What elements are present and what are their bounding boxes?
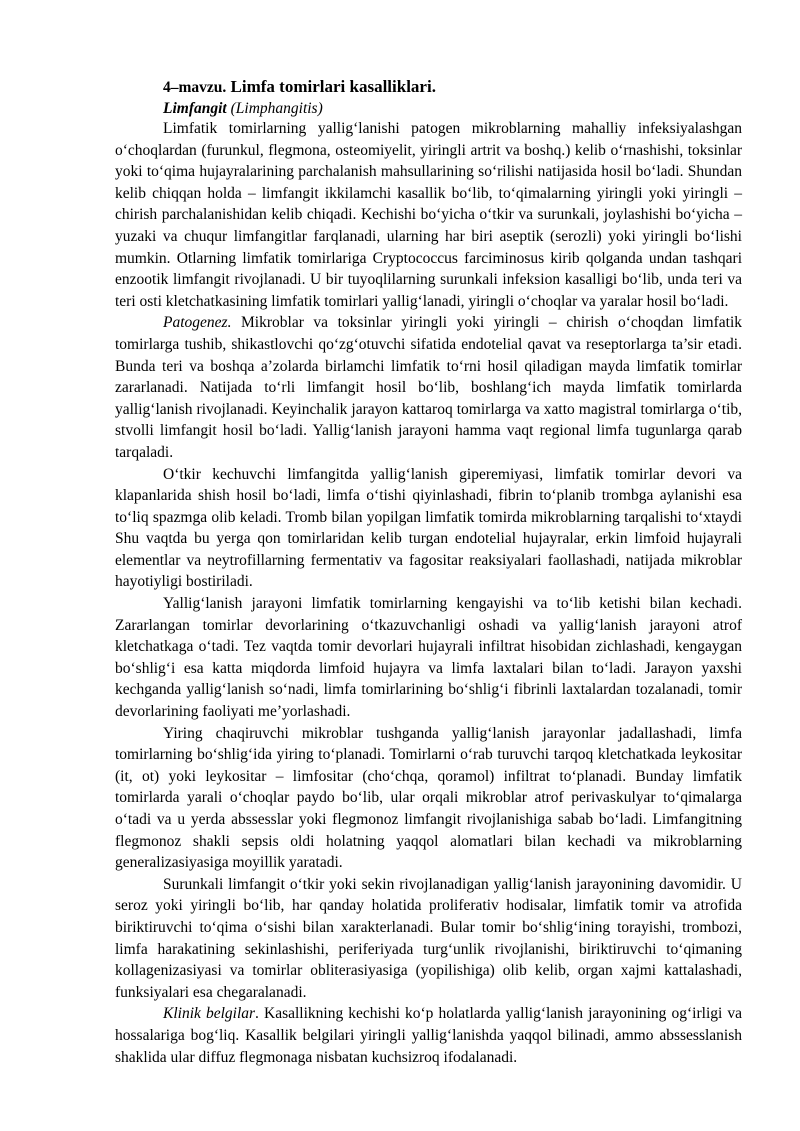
document-page <box>115 76 742 1068</box>
paragraph-label: Klinik belgilar <box>163 1005 256 1023</box>
topic-title: Limfa tomirlari kasalliklari. <box>230 77 436 96</box>
paragraph-label: Patogenez. <box>163 314 232 332</box>
paragraph-inflammation: Yallig‘lanish jarayoni limfatik tomirlarning kengayishi va to‘lib ketishi bilan kechadi. Zararlangan tomirlar devorlarining o‘tkazuvchanligi oshadi va yallig‘lanish jarayoni atrof kletchatkaga o‘tadi. Tez vaqtda tomir devorlari hujayrali infiltrat hisobidan zichlashadi, kengaygan bo‘shlig‘i esa katta miqdorda limfoid hujayra va limfa laxtalari bilan to‘ladi. Jarayon yaxshi kechganda yallig‘lanish so‘nadi, limfa tomirlarining bo‘shlig‘i fibrinli laxtalardan tozalanadi, tomir devorlarining faoliyati me’yorlashadi. <box>115 595 742 721</box>
paragraph-pathogenesis <box>115 312 742 463</box>
section-heading <box>163 99 742 118</box>
paragraph-chronic: Surunkali limfangit o‘tkir yoki sekin rivojlanadigan yallig‘lanish jarayonining davomidir. U seroz yoki yiringli bo‘lib, har qanday holatida proliferativ hodisalar, limfatik tomir va atrofida biriktiruvchi to‘qima o‘sishi bilan xarakterlanadi. Bular tomir bo‘shlig‘ining torayishi, trombozi, limfa harakatining sekinlashishi, periferiyada turg‘unlik rivojlanishi, biriktiruvchi to‘qimaning kollagenizasiyasi va tomirlar obliterasiyasiga (yopilishiga) olib kelib, organ xajmi kattalashadi, funksiyalari esa chegaralanadi. <box>115 875 742 1001</box>
paragraph-acute: O‘tkir kechuvchi limfangitda yallig‘lanish giperemiyasi, limfatik tomirlar devori va klapanlarida shish hosil bo‘ladi, limfa o‘tishi qiyinlashadi, fibrin to‘planib trombga aylanishi esa to‘liq spazmga olib keladi. Tromb bilan yopilgan limfatik tomirda mikroblarning tarqalishi to‘xtaydi Shu vaqtda bu yerga qon tomirlaridan kelib turgan endotelial hujayralar, erkin limfoid hujayrali elementlar va neytrofillarning fermentativ va fagositar reaksiyalari faollashadi, natijada mikroblar hayotiyligi bostiriladi. <box>115 465 742 591</box>
section-term: Limfangit <box>163 100 227 117</box>
section-latin-term: (Limphangitis) <box>230 100 323 117</box>
paragraph-text: . Kasallikning kechishi ko‘p holatlarda yallig‘lanish jarayonining og‘irligi va hossalariga bog‘liq. Kasallik belgilari yiringli yallig‘lanishda yaqqol bilinadi, ammo abssesslanish shaklida ular diffuz flegmonaga nisbatan kuchsizroq ifodalanadi. <box>115 1005 743 1066</box>
topic-number: 4–mavzu. <box>163 79 227 96</box>
paragraph-purulent: Yiring chaqiruvchi mikroblar tushganda yallig‘lanish jarayonlar jadallashadi, limfa tomirlarning bo‘shlig‘ida yiring to‘planadi. Tomirlarni o‘rab turuvchi tarqoq kletchatkada leykositar (it, ot) yoki leykositar – limfositar (cho‘chqa, qoramol) infiltrat to‘planadi. Bunday limfatik tomirlarda yarali o‘choqlar paydo bo‘lib, ular orqali mikroblar atrof perivaskulyar to‘qimalarga o‘tadi va u yerda abssesslar yoki flegmonoz limfangit rivojlanishiga sabab bo‘ladi. Limfangitning flegmonoz shakli sepsis oldi holatning yaqqol alomatlari bilan kechadi va mikroblarning generalizasiyasiga moyillik yaratadi. <box>115 724 742 872</box>
paragraph-clinical-signs <box>115 1003 742 1068</box>
page-title <box>163 76 742 99</box>
paragraph-text: Mikroblar va toksinlar yiringli yoki yiringli – chirish o‘choqdan limfatik tomirlarga tushib, shikastlovchi qo‘zg‘otuvchi sifatida endotelial qavat va reseptorlarga ta’sir etadi. Bunda teri va boshqa a’zolarda birlamchi limfatik to‘rni hosil qiladigan mayda limfatik tomirlar zararlanadi. Natijada to‘rli limfangit hosil bo‘lib, boshlang‘ich mayda limfatik tomirlarda yallig‘lanish rivojlanadi. Keyinchalik jarayon kattaroq tomirlarga va xatto magistral tomirlarga o‘tib, stvolli limfangit hosil bo‘ladi. Yallig‘lanish jarayoni hamma vaqt regional limfa tugunlarga qarab tarqaladi. <box>115 314 743 461</box>
paragraph-intro: Limfatik tomirlarning yallig‘lanishi patogen mikroblarning mahalliy infeksiyalashgan o‘choqlardan (furunkul, flegmona, osteomiyelit, yiringli artrit va boshq.) kelib o‘rnashishi, toksinlar yoki to‘qima hujayralarining parchalanish mahsullarining so‘rilishi natijasida hosil bo‘ladi. Shundan kelib chiqqan holda – limfangit ikkilamchi kasallik bo‘lib, to‘qimalarning yiringli yoki yiringli – chirish parchalanishidan kelib chiqadi. Kechishi bo‘yicha o‘tkir va surunkali, joylashishi bo‘yicha – yuzaki va chuqur limfangitlar farqlanadi, ularning har biri aseptik (serozli) yoki yiringli bo‘lishi mumkin. Otlarning limfatik tomirlariga Cryptococcus farciminosus kirib qolganda undan tashqari enzootik limfangit rivojlanadi. U bir tuyoqlilarning surunkali infeksion kasalligi bo‘lib, unda teri va teri osti kletchatkasining limfatik tomirlari yallig‘lanadi, yiringli o‘choqlar va yaralar hosil bo‘ladi. <box>115 120 742 310</box>
